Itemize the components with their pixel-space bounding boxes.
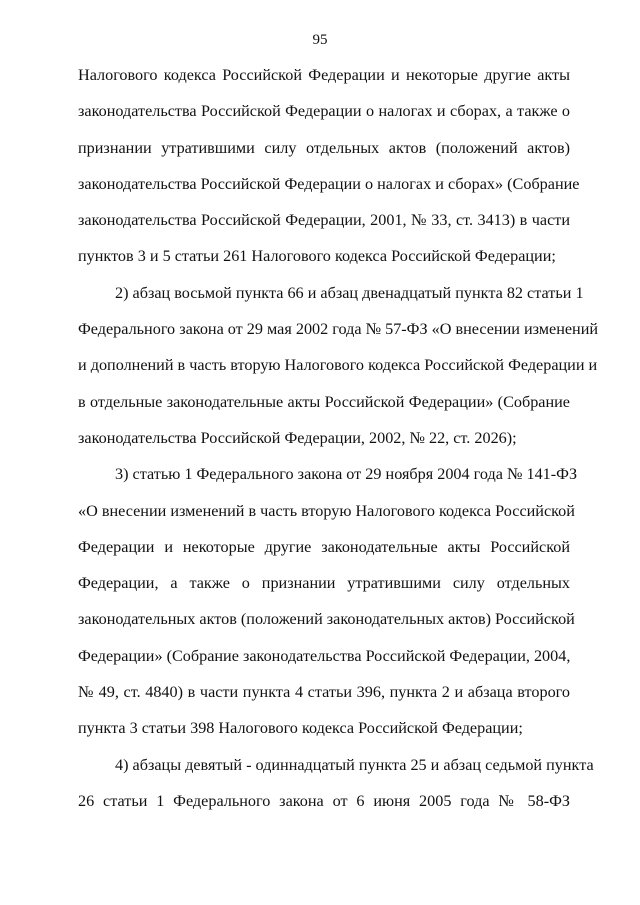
text-line: Налогового кодекса Российской Федерации и некоторые другие акты xyxy=(78,66,570,84)
text-line: 4) абзацы девятый - одиннадцатый пункта 25 и абзац седьмой пункта xyxy=(115,755,594,774)
text-line: Федерации и некоторые другие законодательные акты Российской xyxy=(78,537,570,556)
text-line: № 49, ст. 4840) в части пункта 4 статьи 396, пункта 2 и абзаца второго xyxy=(78,683,570,702)
text-line: 3) статью 1 Федерального закона от 29 ноября 2004 года № 141-ФЗ xyxy=(115,465,578,484)
text-line: Федерации» (Собрание законодательства Российской Федерации, 2004, xyxy=(78,646,571,665)
paragraph xyxy=(78,57,580,275)
text-line: признании утратившими силу отдельных актов (положений актов) xyxy=(78,138,570,157)
text-line: законодательства Российской Федерации, 2002, № 22, ст. 2026); xyxy=(78,428,517,447)
text-line: пунктов 3 и 5 статьи 261 Налогового кодекса Российской Федерации; xyxy=(78,247,556,266)
text-line: законодательства Российской Федерации о налогах и сборах» (Собрание xyxy=(78,174,580,193)
page-number: 95 xyxy=(312,32,328,48)
text-line: 26 статьи 1 Федерального закона от 6 июня 2005 года № 58-ФЗ xyxy=(78,791,570,810)
text-line: 2) абзац восьмой пункта 66 и абзац двенадцатый пункта 82 статьи 1 xyxy=(115,283,584,302)
document-body xyxy=(78,57,599,819)
paragraph xyxy=(78,747,594,820)
text-line: и дополнений в часть вторую Налогового кодекса Российской Федерации и xyxy=(78,356,598,375)
text-line: Федерального закона от 29 мая 2002 года № 57-ФЗ «О внесении изменений xyxy=(78,320,599,339)
text-line: законодательства Российской Федерации о налогах и сборах, а также о xyxy=(78,102,570,121)
paragraph xyxy=(78,275,599,456)
text-line: законодательства Российской Федерации, 2001, № 33, ст. 3413) в части xyxy=(78,211,570,230)
text-line: Федерации, а также о признании утратившими силу отдельных xyxy=(78,574,570,593)
text-line: законодательных актов (положений законодательных актов) Российской xyxy=(78,610,575,629)
text-line: «О внесении изменений в часть вторую Налогового кодекса Российской xyxy=(78,501,575,520)
paragraph xyxy=(78,456,578,746)
text-line: в отдельные законодательные акты Российской Федерации» (Собрание xyxy=(78,392,570,411)
text-line: пункта 3 статьи 398 Налогового кодекса Российской Федерации; xyxy=(78,719,523,738)
